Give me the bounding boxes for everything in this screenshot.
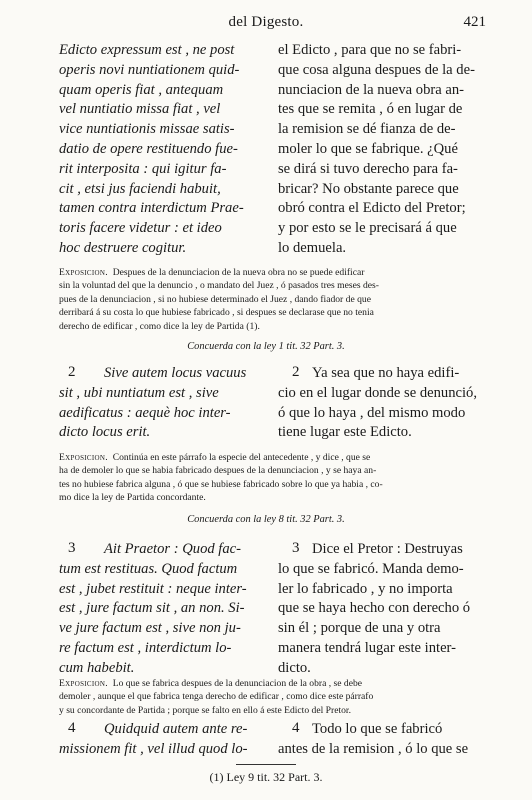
- exposition-line: tes no hubiese fabrica alguna , ó que se hubiese fabricado sobre lo que ya habia , co-: [59, 478, 383, 490]
- latin-line: sit , ubi nuntiatum est , sive: [59, 384, 219, 401]
- page-number: 421: [463, 14, 486, 30]
- spanish-line: y por esto se le precisará á que: [278, 220, 457, 237]
- exposition-label: Exposicion.: [59, 678, 108, 689]
- latin-line: toris facere videtur : et ideo: [59, 220, 222, 237]
- latin-line: tum est restituas. Quod factum: [59, 560, 238, 577]
- spanish-text-4: [278, 720, 468, 760]
- latin-line: operis novi nuntiationem quid-: [59, 61, 240, 78]
- running-header: del Digesto.: [228, 14, 304, 30]
- spanish-line: moler lo que se fabrique. ¿Qué: [278, 140, 458, 157]
- latin-line: cit , etsi jus faciendi habuit,: [59, 180, 221, 197]
- spanish-line: manera tendrá lugar este inter-: [278, 639, 456, 656]
- footnote: (1) Ley 9 tit. 32 Part. 3.: [209, 770, 323, 784]
- spanish-line: dicto.: [278, 659, 311, 676]
- exposition-line: sin la voluntad del que la denuncio , o mandato del Juez , ó pasados tres meses des-: [59, 280, 379, 292]
- latin-line: vice nuntiationis missae satis-: [59, 121, 235, 138]
- exposition-line: Lo que se fabrica despues de la denunciacion de la obra , se debe: [112, 678, 363, 689]
- spanish-line: que se haya hecho con derecho ó: [278, 600, 471, 617]
- latin-line: Ait Praetor : Quod fac-: [104, 541, 241, 557]
- exposition-line: derecho de edificar , como dice la ley de Partida (1).: [59, 320, 260, 332]
- spanish-line: se dirá si tuvo derecho para fa-: [278, 160, 458, 177]
- latin-line: datio de opere restituendo fue-: [59, 140, 238, 157]
- exposition-line: Continúa en este párrafo la especie del antecedente , y dice , que se: [112, 452, 371, 463]
- latin-line: quam operis fiat , antequam: [59, 81, 224, 98]
- spanish-line: Dice el Pretor : Destruyas: [312, 541, 463, 557]
- exposition-line: pues de la denunciacion , si no hubiese determinado el Juez , dando fiador de que: [59, 293, 371, 305]
- latin-line: rit interposita : qui igitur fa-: [59, 160, 227, 177]
- spanish-line: lo demuela.: [278, 239, 347, 256]
- spanish-line: Todo lo que se fabricó: [312, 721, 443, 737]
- exposition-3: [59, 677, 475, 717]
- exposition-line: mo dice la ley de Partida concordante.: [59, 492, 206, 504]
- spanish-line: antes de la remision , ó lo que se: [278, 740, 469, 757]
- spanish-text-2: [278, 364, 477, 443]
- latin-line: est , jubet restituit : neque inter-: [59, 580, 247, 597]
- latin-line: ve jure factum est , sive non ju-: [59, 620, 241, 637]
- spanish-text-3: [278, 540, 470, 679]
- latin-line: Edicto expressum est , ne post: [59, 42, 235, 58]
- paragraph-number-spanish-3: 3: [292, 540, 300, 556]
- exposition-2: [59, 451, 475, 505]
- spanish-line: Ya sea que no haya edifi-: [312, 365, 460, 381]
- latin-line: cum habebit.: [59, 659, 135, 676]
- concordance-1: Concuerda con la ley 1 tit. 32 Part. 3.: [187, 341, 345, 352]
- latin-line: missionem fit , vel illud quod lo-: [59, 740, 248, 757]
- spanish-line: bricar? No obstante parece que: [278, 180, 459, 197]
- latin-line: hoc destruere cogitur.: [59, 239, 187, 256]
- paragraph-number-latin-2: 2: [68, 364, 76, 380]
- spanish-line: que cosa alguna despues de la de-: [278, 61, 475, 78]
- paragraph-number-latin-3: 3: [68, 540, 76, 556]
- latin-text-3: [59, 540, 247, 679]
- spanish-line: nunciacion de la nueva obra an-: [278, 81, 464, 98]
- spanish-line: cio en el lugar donde se denunció,: [278, 384, 477, 401]
- footnote-rule: [236, 764, 296, 765]
- spanish-text-1: [278, 41, 475, 259]
- exposition-line: ha de demoler lo que se habia fabricado despues de la denunciacion , y se haya an-: [59, 465, 377, 477]
- exposition-line: derribará á su costa lo que hubiese fabricado , si despues se declarase que no tenia: [59, 307, 374, 319]
- latin-line: Sive autem locus vacuus: [104, 365, 247, 381]
- latin-text-4: [59, 720, 248, 760]
- spanish-line: la remision se dé fianza de de-: [278, 121, 456, 138]
- spanish-line: ler lo fabricado , y no importa: [278, 580, 453, 597]
- exposition-line: demoler , aunque el que fabrica tenga derecho de edificar , como dice este párrafo: [59, 691, 374, 703]
- spanish-line: obró contra el Edicto del Pretor;: [278, 200, 466, 217]
- spanish-line: el Edicto , para que no se fabri-: [278, 42, 462, 58]
- exposition-label: Exposicion.: [59, 452, 108, 463]
- latin-line: aedificatus : aequè hoc inter-: [59, 404, 231, 421]
- latin-line: vel nuntiatio missa fiat , vel: [59, 101, 221, 118]
- spanish-line: sin él ; porque de una y otra: [278, 620, 441, 637]
- paragraph-number-spanish-4: 4: [292, 720, 300, 736]
- latin-line: tamen contra interdictum Prae-: [59, 200, 244, 217]
- concordance-2: Concuerda con la ley 8 tit. 32 Part. 3.: [187, 514, 345, 525]
- latin-line: Quidquid autem ante re-: [104, 721, 248, 737]
- spanish-line: tes que se remita , ó en lugar de: [278, 101, 463, 118]
- exposition-label: Exposicion.: [59, 267, 108, 278]
- latin-text-1: [59, 41, 244, 259]
- exposition-line: y su concordante de Partida ; porque se falto en ello á este Edicto del Pretor.: [59, 704, 351, 716]
- exposition-1: [59, 266, 475, 333]
- spanish-line: tiene lugar este Edicto.: [278, 424, 412, 441]
- latin-line: re factum est , interdictum lo-: [59, 639, 232, 656]
- paragraph-number-spanish-2: 2: [292, 364, 300, 380]
- spanish-line: lo que se fabricó. Manda demo-: [278, 560, 464, 577]
- latin-line: dicto locus erit.: [59, 424, 151, 441]
- latin-line: est , jure factum sit , an non. Si-: [59, 600, 245, 617]
- paragraph-number-latin-4: 4: [68, 720, 76, 736]
- exposition-line: Despues de la denunciacion de la nueva obra no se puede edificar: [112, 267, 365, 278]
- spanish-line: ó que lo haya , del mismo modo: [278, 404, 466, 421]
- latin-text-2: [59, 364, 246, 443]
